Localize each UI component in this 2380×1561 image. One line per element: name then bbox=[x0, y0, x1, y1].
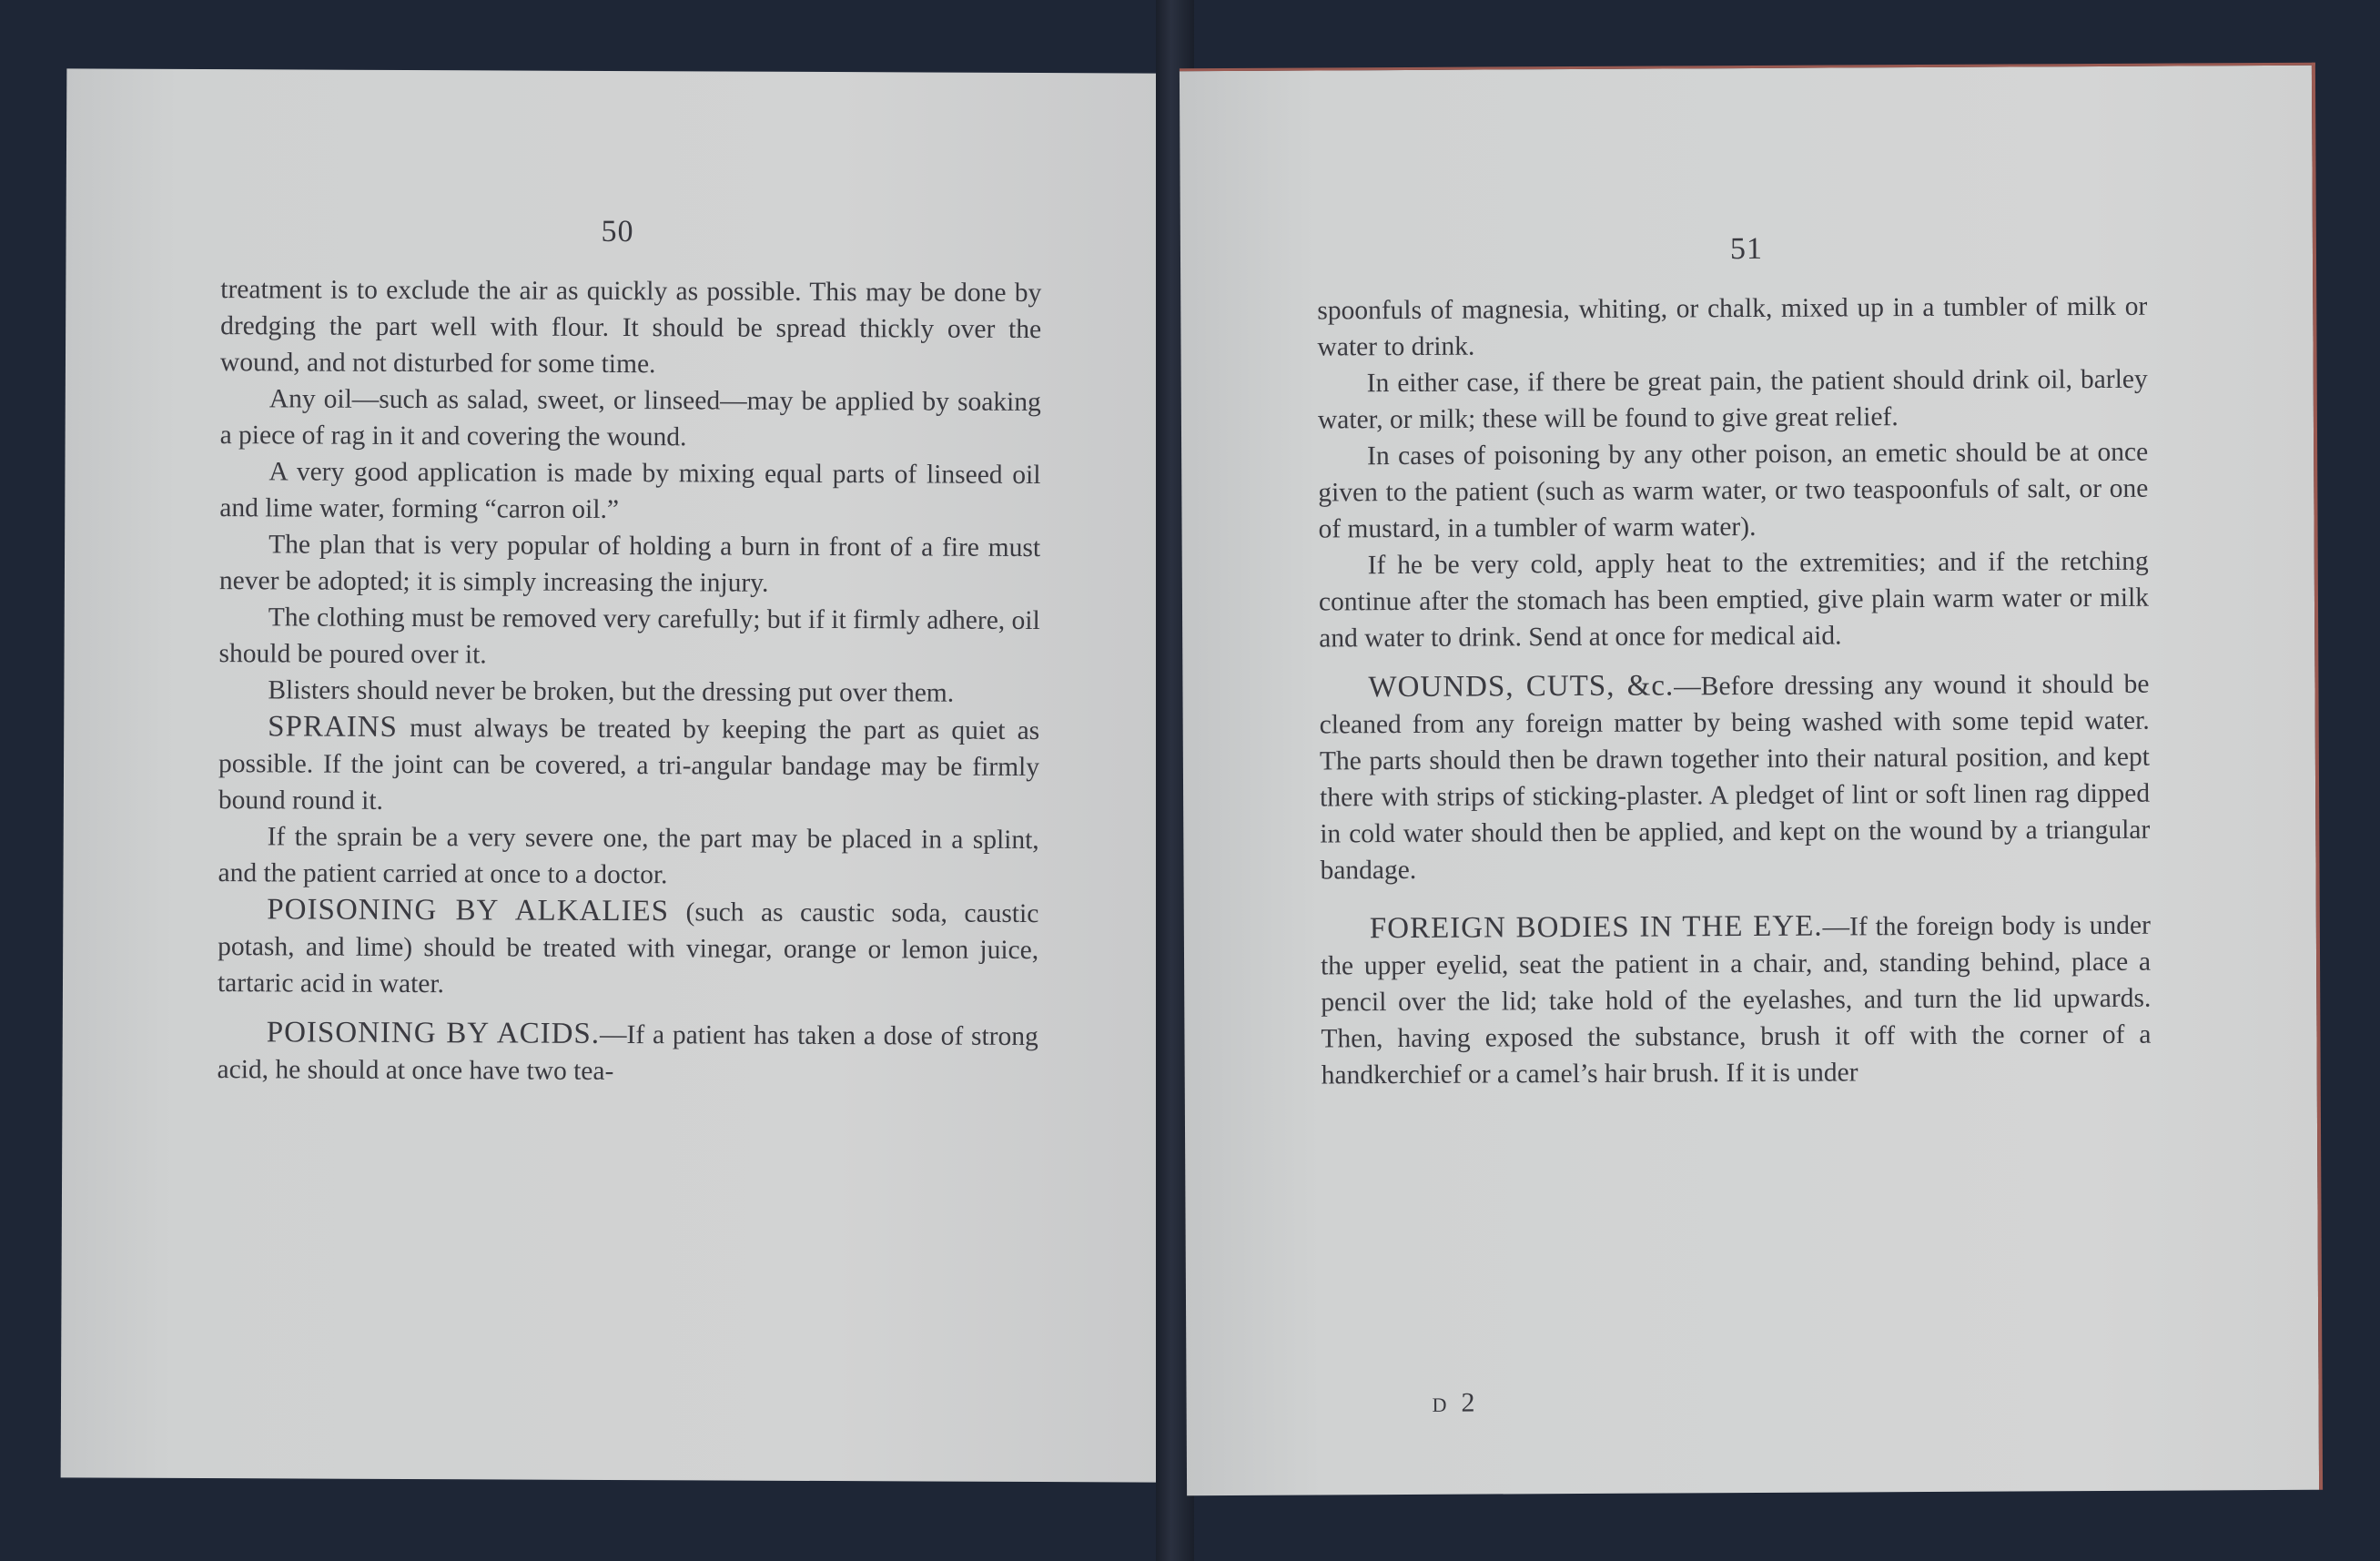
page-number: 50 bbox=[601, 214, 634, 249]
paragraph: FOREIGN BODIES IN THE EYE.—If the foreign body is under the upper eyelid, seat the patient in a chair, and, standing behind, place a pencil over the lid; take hold of the eyelashes, and turn the lid upwards. Then, having exposed the substance, brush it off with the corner of a handkerchief or a camel’s hair brush. If it is under bbox=[1320, 909, 2152, 1090]
section-heading: SPRAINS bbox=[268, 710, 399, 744]
paragraph: SPRAINS must always be treated by keeping the part as quiet as possible. If the joint can be covered, a tri-angular bandage may be firmly bound round it. bbox=[218, 710, 1040, 816]
section-heading: WOUNDS, CUTS, &c. bbox=[1368, 669, 1675, 704]
paragraph: In either case, if there be great pain, the patient should drink oil, barley water, or milk; these will be found to give great relief. bbox=[1317, 364, 2148, 435]
paragraph: treatment is to exclude the air as quickly as possible. This may be done by dredging the part well with flour. It should be spread thickly over the wound, and not disturbed for some time. bbox=[219, 275, 1042, 380]
paragraph: If he be very cold, apply heat to the extremities; and if the retching continue after the stomach has been emptied, give plain warm water or milk and water to drink. Send at once for medical aid. bbox=[1318, 546, 2150, 654]
section-heading: FOREIGN BODIES IN THE EYE. bbox=[1369, 909, 1823, 946]
paragraph: A very good application is made by mixing equal parts of linseed oil and lime water, forming “carron oil.” bbox=[219, 457, 1041, 525]
paragraph: Any oil—such as salad, sweet, or linseed—may be applied by soaking a piece of rag in it and covering the wound. bbox=[219, 384, 1041, 452]
paragraph: In cases of poisoning by any other poison, an emetic should be at once given to the patient (such as warm water, or two teaspoonfuls of salt, or one of mustard, in a tumbler of warm water). bbox=[1318, 437, 2149, 544]
paragraph: POISONING BY ACIDS.—If a patient has taken a dose of strong acid, he should at once have two tea- bbox=[217, 1016, 1038, 1086]
section-heading: POISONING BY ALKALIES bbox=[267, 893, 670, 928]
paragraph: spoonfuls of magnesia, whiting, or chalk, mixed up in a tumbler of milk or water to drink. bbox=[1317, 291, 2148, 362]
right-page bbox=[1180, 63, 2323, 1496]
page-body bbox=[1317, 289, 2152, 1094]
paragraph: The clothing must be removed very carefully; but if it firmly adhere, oil should be poured over it. bbox=[218, 603, 1040, 670]
left-page bbox=[61, 68, 1170, 1482]
paragraph: The plan that is very popular of holding a burn in front of a fire must never be adopted; it is simply increasing the injury. bbox=[218, 530, 1041, 598]
paragraph: Blisters should never be broken, but the dressing put over them. bbox=[268, 675, 955, 708]
page-number: 51 bbox=[1729, 231, 1764, 267]
paragraph: POISONING BY ALKALIES (such as caustic soda, caustic potash, and lime) should be treated with vinegar, orange or lemon juice, tartaric acid in water. bbox=[217, 893, 1039, 999]
signature-mark: D 2 bbox=[1432, 1387, 1478, 1418]
paragraph: WOUNDS, CUTS, &c.—Before dressing any wound it should be cleaned from any foreign matter by being washed with some tepid water. The parts should then be drawn together into their natural position, and kept there with strips of sticking-plaster. A pledget of lint or soft linen rag dipped in cold water should then be applied, and kept on the wound by a triangular bandage. bbox=[1319, 669, 2151, 886]
page-body bbox=[217, 271, 1041, 1091]
paragraph: If the sprain be a very severe one, the part may be placed in a splint, and the patient carried at once to a doctor. bbox=[218, 822, 1039, 890]
section-heading: POISONING BY ACIDS. bbox=[266, 1016, 601, 1050]
